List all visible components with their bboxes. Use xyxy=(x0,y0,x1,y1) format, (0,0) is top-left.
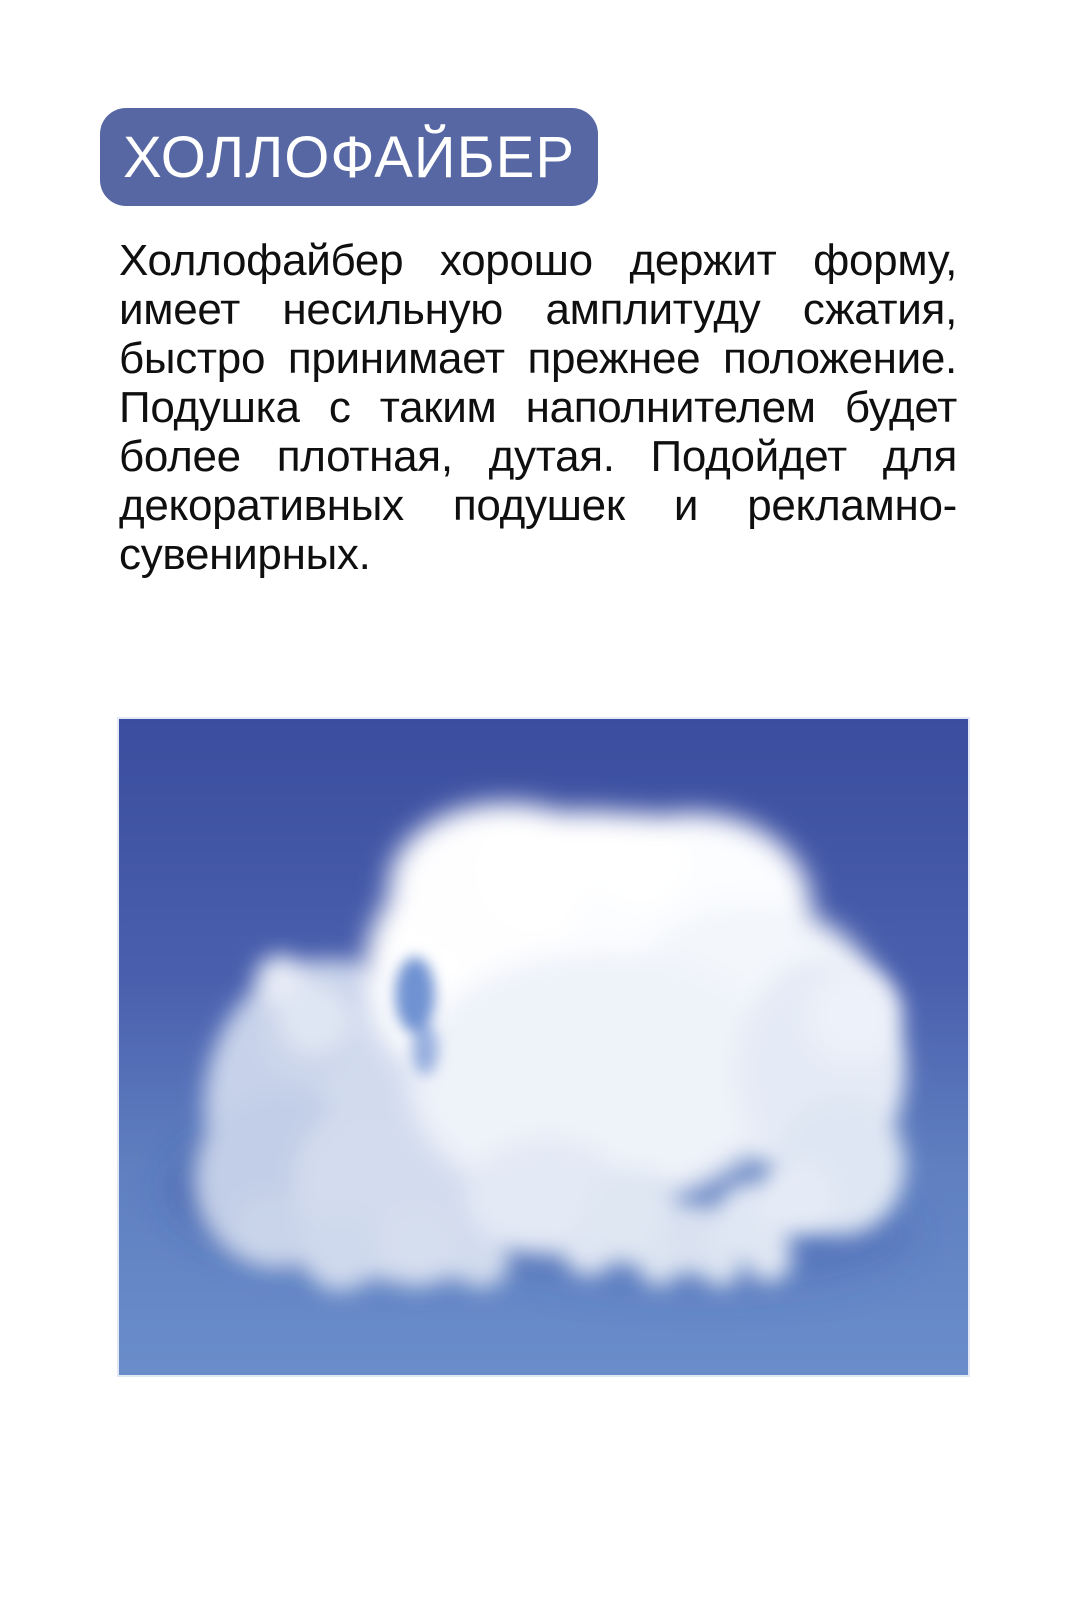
paragraph-line-4: Подушка с таким наполнителем будет xyxy=(119,383,957,432)
paragraph-line-2: имеет несильную амплитуду сжатия, xyxy=(119,285,957,334)
paragraph-line-3: быстро принимает прежнее положение. xyxy=(119,334,957,383)
paragraph-line-7: сувенирных. xyxy=(119,530,371,579)
paragraph-line-6: декоративных подушек и рекламно- xyxy=(119,481,957,530)
paragraph-line-5: более плотная, дутая. Подойдет для xyxy=(119,432,957,481)
title-badge xyxy=(100,108,598,206)
fluff-cloud-image xyxy=(119,719,968,1375)
paragraph-line-1: Холлофайбер хорошо держит форму, xyxy=(119,236,957,285)
description-paragraph xyxy=(119,236,957,579)
title-badge-label: ХОЛЛОФАЙБЕР xyxy=(122,124,576,190)
hollofiber-photo xyxy=(119,719,968,1375)
